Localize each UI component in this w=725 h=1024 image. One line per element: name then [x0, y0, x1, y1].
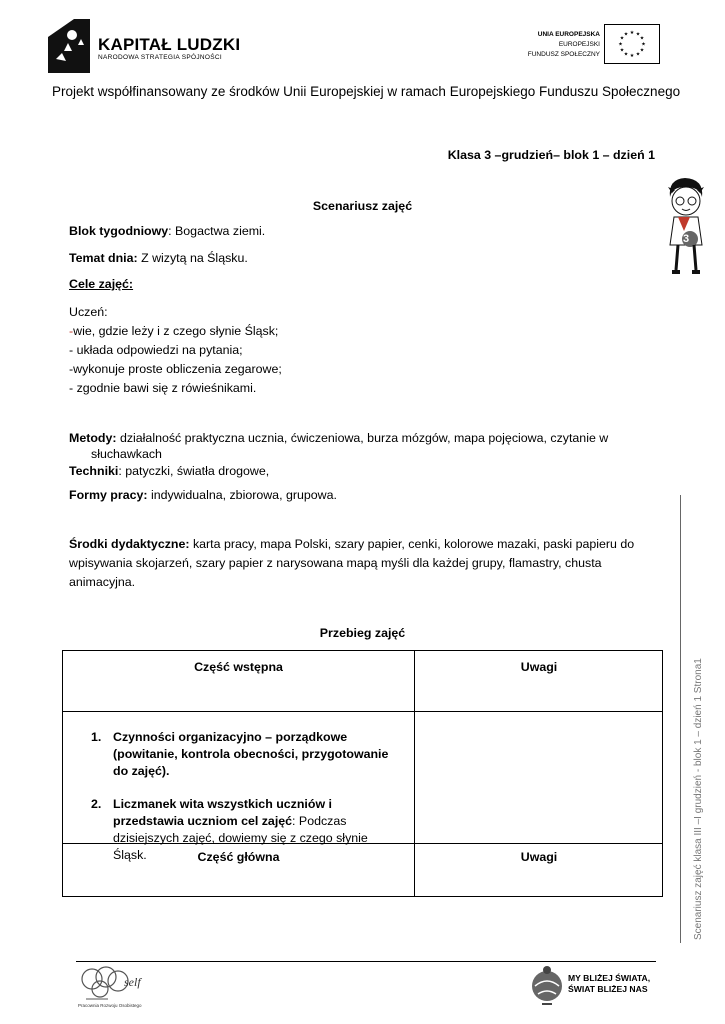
eu-line-3: FUNDUSZ SPOŁECZNY [527, 51, 600, 58]
notes-header: Uwagi [520, 660, 558, 674]
svg-text:★: ★ [629, 53, 635, 59]
goal-item-text: wie, gdzie leży i z czego słynie Śląsk; [73, 324, 279, 338]
intro-part-header: Część wstępna [194, 660, 283, 674]
methods-label: Metody: [69, 431, 117, 445]
techniques-line [69, 464, 269, 478]
goals-list [69, 303, 657, 398]
eu-line-2: EUROPEJSKI [558, 41, 600, 48]
document-title: Scenariusz zajęć [312, 199, 413, 213]
lesson-course-heading: Przebieg zajęć [319, 626, 406, 640]
teaching-aids-label: Środki dydaktyczne: [69, 537, 190, 551]
class-info: Klasa 3 –grudzień– blok 1 – dzień 1 [447, 148, 655, 162]
techniques-value: : patyczki, światła drogowe, [118, 464, 270, 478]
methods-value: działalność praktyczna ucznia, ćwiczeniowa, burza mózgów, mapa pojęciowa, czytanie w [116, 431, 609, 445]
footer-slogan [568, 973, 650, 995]
eu-line-1: UNIA EUROPEJSKA [537, 31, 600, 38]
list-item-bold-text: Liczmanek wita wszystkich uczniów i przedstawia uczniom cel zajęć [113, 797, 332, 828]
weekly-block-line [69, 224, 265, 238]
side-margin-rule [680, 495, 681, 943]
goal-dash: - [69, 324, 74, 338]
side-footer-text: Scenariusz zajęć klasa III –I grudzień - blok 1 – dzień 1 Strona1 [693, 658, 704, 940]
project-line-part1: Projekt współfinansowany ze środków Unii Europejskiej [52, 84, 384, 99]
kapital-ludzki-subtitle: NARODOWA STRATEGIA SPÓJNOŚCI [98, 54, 222, 61]
globe-people-logo-icon [530, 964, 564, 1006]
svg-text:★: ★ [635, 51, 641, 58]
svg-text:★: ★ [619, 35, 625, 42]
goal-item: - układa odpowiedzi na pytania; [69, 343, 243, 357]
list-item-text: Czynności organizacyjno – porządkowe (powitanie, kontrola obecności, przygotowanie do zajęć). [113, 730, 389, 778]
svg-text:★: ★ [619, 47, 625, 54]
work-forms-value: indywidualna, zbiorowa, grupowa. [147, 488, 337, 502]
kapital-ludzki-title: KAPITAŁ LUDZKI [98, 35, 241, 54]
svg-text:★: ★ [623, 51, 629, 58]
list-item [91, 729, 401, 780]
self-logo-word: self [124, 975, 141, 989]
svg-text:★: ★ [629, 30, 635, 36]
lesson-table [62, 650, 663, 897]
weekly-block-value: : Bogactwa ziemi. [168, 224, 266, 238]
mascot-boy-icon [660, 175, 710, 280]
day-topic-label: Temat dnia: [69, 251, 138, 265]
footer-rule [76, 961, 656, 962]
mascot-number: 3 [683, 233, 690, 245]
footer-slogan-line-2: ŚWIAT BLIŻEJ NAS [568, 984, 648, 994]
goal-item: -wykonuje proste obliczenia zegarowe; [69, 362, 282, 376]
methods-continuation: słuchawkach [91, 447, 162, 461]
methods-paragraph [69, 430, 657, 446]
goals-heading: Cele zajęć: [69, 277, 134, 291]
svg-text:★: ★ [618, 41, 623, 48]
svg-text:★: ★ [635, 31, 641, 38]
work-forms-line [69, 488, 337, 502]
teaching-aids-value: karta pracy, mapa Polski, szary papier, cenki, kolorowe mazaki, paski papieru do wpisywania skojarzeń, szary papier z narysowana mapą myśli dla każdej grupy, flamastry, chusta animacyjna. [69, 537, 635, 589]
day-topic-value: Z wizytą na Śląsku. [137, 251, 248, 265]
list-item-number: 2. [91, 797, 102, 811]
pupil-label: Uczeń: [69, 305, 108, 319]
svg-text:★: ★ [641, 41, 646, 48]
eu-flag-icon [604, 24, 660, 64]
work-forms-label: Formy pracy: [69, 488, 148, 502]
notes-header: Uwagi [520, 850, 558, 864]
weekly-block-label: Blok tygodniowy [69, 224, 169, 238]
eu-label [500, 30, 600, 60]
svg-text:★: ★ [639, 35, 645, 42]
footer-slogan-line-1: MY BLIŻEJ ŚWIATA, [568, 973, 651, 983]
list-item-number: 1. [91, 730, 102, 744]
teaching-aids-paragraph [69, 535, 657, 592]
self-logo-caption: Pracownia Rozwoju Osobistego [78, 1003, 142, 1008]
kapital-ludzki-logo-icon [44, 15, 92, 75]
project-line-part2: w ramach Europejskiego Funduszu Społecznego [387, 84, 681, 99]
goal-item: - zgodnie bawi się z rówieśnikami. [69, 381, 257, 395]
list-item-text: : Podczas dzisiejszych zajęć, dowiemy się z czego słynie Śląsk. [113, 814, 368, 862]
svg-text:★: ★ [623, 31, 629, 38]
techniques-label: Techniki [69, 464, 119, 478]
goal-item [69, 322, 657, 341]
table-row-divider [63, 711, 662, 712]
day-topic-line [69, 251, 248, 265]
main-part-header: Część główna [197, 850, 280, 864]
project-cofinancing-line [52, 84, 680, 99]
svg-text:★: ★ [639, 47, 645, 54]
